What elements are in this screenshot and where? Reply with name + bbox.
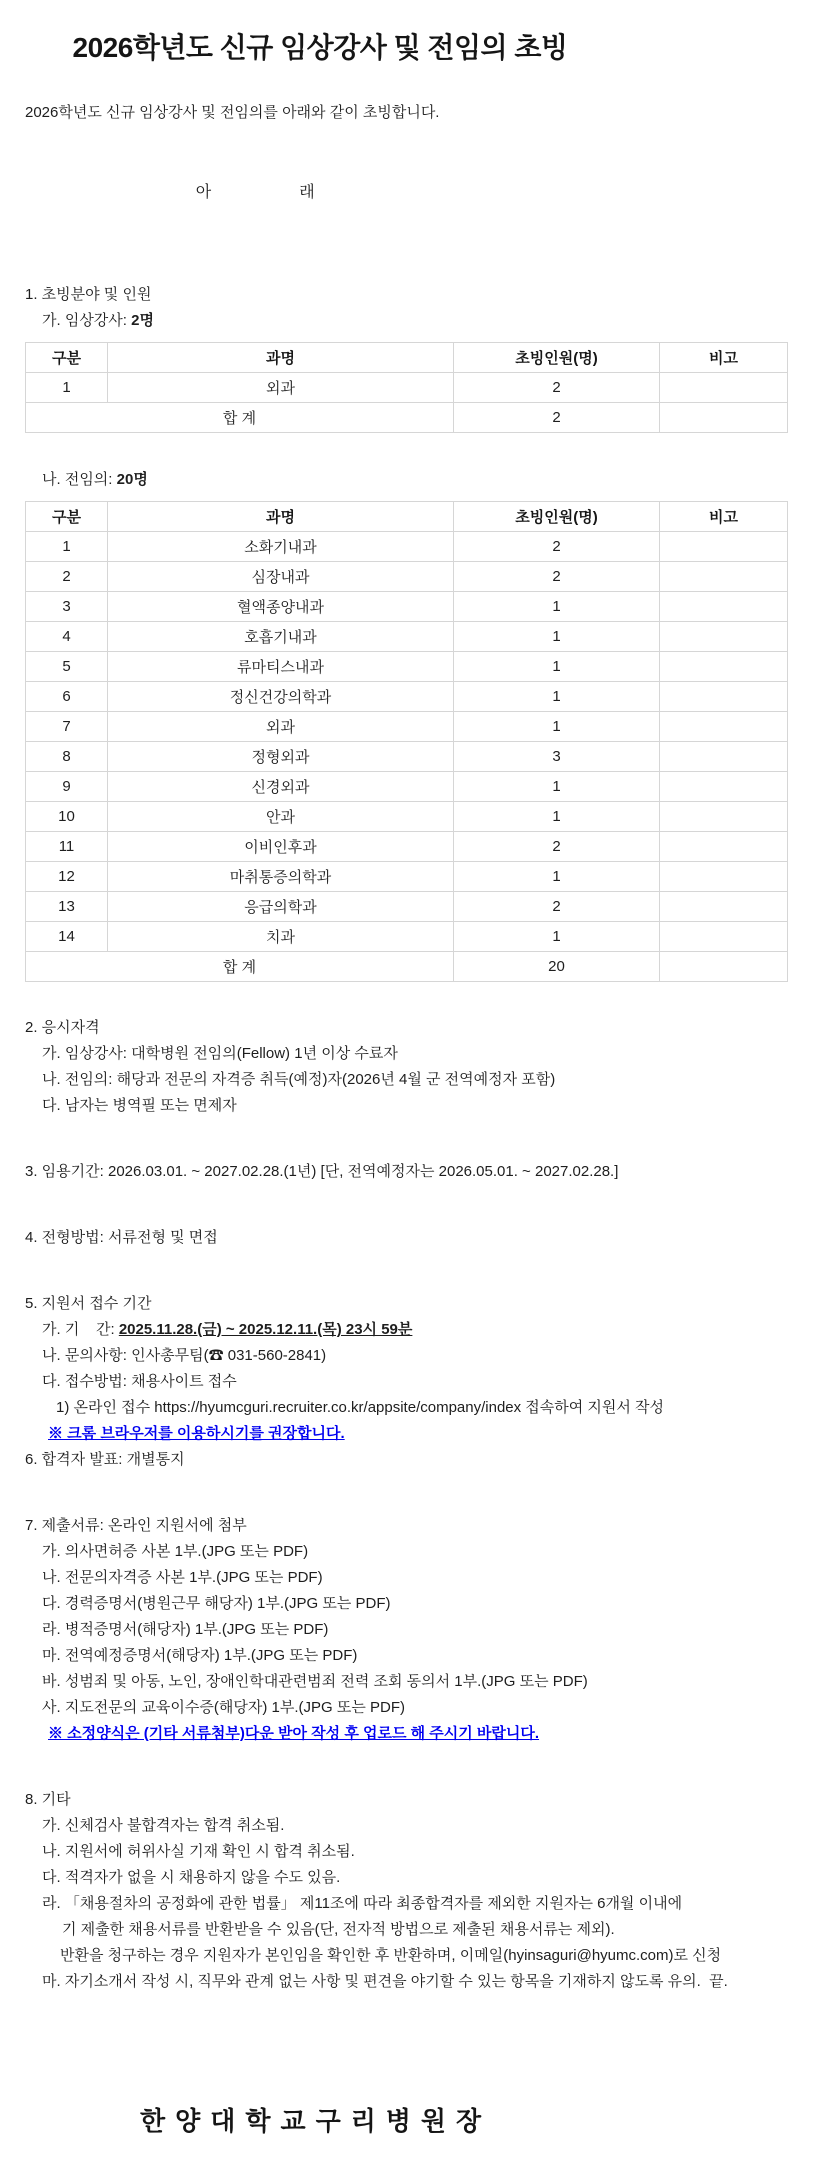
misc-item-continuation: 반환을 청구하는 경우 지원자가 본인임을 확인한 후 반환하며, 이메일(hyinsaguri@hyumc.com)로 신청 (60, 1947, 722, 1964)
cell-no: 13 (26, 892, 108, 922)
cell-note (660, 622, 788, 652)
document-item: 바. 성범죄 및 아동, 노인, 장애인학대관련범죄 전력 조회 동의서 1부.(JPG 또는 PDF) (42, 1673, 588, 1690)
cell-no: 2 (26, 562, 108, 592)
sub-a-count: 2명 (131, 312, 154, 329)
arae-divider (178, 154, 824, 232)
col-header-dept: 과명 (108, 343, 454, 373)
cell-count: 2 (454, 832, 660, 862)
table-row (26, 892, 788, 922)
arae-left-char: 아 (195, 184, 212, 201)
total-label: 합 계 (26, 403, 454, 433)
cell-dept: 심장내과 (108, 562, 454, 592)
cell-no: 6 (26, 682, 108, 712)
cell-no: 8 (26, 742, 108, 772)
cell-no: 12 (26, 862, 108, 892)
hospital-director-signature: 한양대학교구리병원장 (140, 2106, 492, 2136)
online-application-url: 1) 온라인 접수 https://hyumcguri.recruiter.co.kr/appsite/company/index 접속하여 지원서 작성 (56, 1399, 665, 1416)
form-upload-note: ※ 소정양식은 (기타 서류첨부)다운 받아 작성 후 업로드 해 주시기 바랍니다. (48, 1725, 540, 1742)
table1-total-row (26, 403, 788, 433)
cell-no: 3 (26, 592, 108, 622)
document-item: 라. 병적증명서(해당자) 1부.(JPG 또는 PDF) (42, 1621, 329, 1638)
table-row (26, 652, 788, 682)
section2-heading: 2. 응시자격 (25, 1019, 100, 1036)
document-item: 마. 전역예정증명서(해당자) 1부.(JPG 또는 PDF) (42, 1647, 358, 1664)
total-count: 20 (454, 952, 660, 982)
application-period (25, 1317, 824, 1343)
section2-item: 다. 남자는 병역필 또는 면제자 (42, 1097, 237, 1114)
period-value: 2025.11.28.(금) ~ 2025.12.11.(목) 23시 59분 (118, 1321, 413, 1338)
total-note (660, 403, 788, 433)
sub-a-label: 가. 임상강사: (42, 312, 132, 329)
misc-item: 라. 「채용절차의 공정화에 관한 법률」 제11조에 따라 최종합격자를 제외한 지원자는 6개월 이내에 (42, 1895, 683, 1912)
cell-note (660, 832, 788, 862)
table-row (26, 562, 788, 592)
section8-heading: 8. 기타 (25, 1791, 71, 1808)
contact-info: 나. 문의사항: 인사총무팀(☎ 031-560-2841) (42, 1347, 327, 1364)
cell-note (660, 802, 788, 832)
cell-count: 2 (454, 373, 660, 403)
cell-dept: 마취통증의학과 (108, 862, 454, 892)
cell-count: 1 (454, 592, 660, 622)
cell-note (660, 892, 788, 922)
table-row (26, 373, 788, 403)
cell-note (660, 562, 788, 592)
section3-text: 3. 임용기간: 2026.03.01. ~ 2027.02.28.(1년) [단, 전역예정자는 2026.05.01. ~ 2027.02.28.] (25, 1163, 619, 1180)
clinical-instructor-table (25, 342, 788, 433)
cell-note (660, 862, 788, 892)
col-header-dept: 과명 (108, 502, 454, 532)
cell-note (660, 652, 788, 682)
cell-dept: 신경외과 (108, 772, 454, 802)
table-row (26, 712, 788, 742)
table-row (26, 802, 788, 832)
document-item: 다. 경력증명서(병원근무 해당자) 1부.(JPG 또는 PDF) (42, 1595, 391, 1612)
cell-count: 1 (454, 922, 660, 952)
table2-total-row (26, 952, 788, 982)
document-item: 사. 지도전문의 교육이수증(해당자) 1부.(JPG 또는 PDF) (42, 1699, 405, 1716)
cell-count: 1 (454, 772, 660, 802)
cell-count: 1 (454, 862, 660, 892)
cell-count: 1 (454, 802, 660, 832)
cell-no: 7 (26, 712, 108, 742)
section1-sub-a (25, 308, 824, 334)
fellow-table (25, 501, 788, 982)
sub-b-label: 나. 전임의: (42, 471, 117, 488)
section2-item: 나. 전임의: 해당과 전문의 자격증 취득(예정)자(2026년 4월 군 전역예정자 포함) (42, 1071, 556, 1088)
misc-item: 다. 적격자가 없을 시 채용하지 않을 수도 있음. (42, 1869, 341, 1886)
cell-no: 1 (26, 373, 108, 403)
col-header-note: 비고 (660, 343, 788, 373)
cell-dept: 정신건강의학과 (108, 682, 454, 712)
total-note (660, 952, 788, 982)
cell-note (660, 532, 788, 562)
table-row (26, 742, 788, 772)
cell-no: 10 (26, 802, 108, 832)
table-row (26, 592, 788, 622)
table-row (26, 622, 788, 652)
document-item: 가. 의사면허증 사본 1부.(JPG 또는 PDF) (42, 1543, 309, 1560)
cell-dept: 응급의학과 (108, 892, 454, 922)
cell-count: 1 (454, 652, 660, 682)
cell-no: 11 (26, 832, 108, 862)
cell-dept: 외과 (108, 712, 454, 742)
document-item: 나. 전문의자격증 사본 1부.(JPG 또는 PDF) (42, 1569, 323, 1586)
cell-count: 2 (454, 532, 660, 562)
cell-count: 3 (454, 742, 660, 772)
cell-note (660, 373, 788, 403)
table-row (26, 832, 788, 862)
cell-dept: 혈액종양내과 (108, 592, 454, 622)
cell-dept: 이비인후과 (108, 832, 454, 862)
col-header-no: 구분 (26, 343, 108, 373)
cell-dept: 안과 (108, 802, 454, 832)
col-header-no: 구분 (26, 502, 108, 532)
cell-no: 4 (26, 622, 108, 652)
cell-count: 2 (454, 562, 660, 592)
table-row (26, 862, 788, 892)
misc-item: 마. 자기소개서 작성 시, 직무와 관계 없는 사항 및 편견을 야기할 수 있는 항목을 기재하지 않도록 유의. 끝. (42, 1973, 728, 1990)
cell-dept: 소화기내과 (108, 532, 454, 562)
cell-dept: 치과 (108, 922, 454, 952)
cell-no: 14 (26, 922, 108, 952)
intro-text: 2026학년도 신규 임상강사 및 전임의를 아래와 같이 초빙합니다. (25, 104, 440, 121)
table2-header-row (26, 502, 788, 532)
cell-count: 2 (454, 892, 660, 922)
col-header-count: 초빙인원(명) (454, 343, 660, 373)
table1-header-row (26, 343, 788, 373)
cell-note (660, 712, 788, 742)
sub-b-count: 20명 (116, 471, 148, 488)
section7-heading: 7. 제출서류: 온라인 지원서에 첨부 (25, 1517, 247, 1534)
total-label: 합 계 (26, 952, 454, 982)
cell-dept: 호흡기내과 (108, 622, 454, 652)
table-row (26, 532, 788, 562)
cell-count: 1 (454, 682, 660, 712)
table-row (26, 772, 788, 802)
section1-heading: 1. 초빙분야 및 인원 (25, 286, 152, 303)
misc-item-continuation: 기 제출한 채용서류를 반환받을 수 있음(단, 전자적 방법으로 제출된 채용서류는 제외). (62, 1921, 615, 1938)
cell-no: 1 (26, 532, 108, 562)
section1-sub-b (25, 467, 824, 493)
cell-no: 5 (26, 652, 108, 682)
section6-text: 6. 합격자 발표: 개별통지 (25, 1451, 185, 1468)
period-label: 가. 기 간: (42, 1321, 119, 1338)
section4-text: 4. 전형방법: 서류전형 및 면접 (25, 1229, 218, 1246)
cell-note (660, 742, 788, 772)
cell-note (660, 682, 788, 712)
cell-count: 1 (454, 622, 660, 652)
cell-dept: 류마티스내과 (108, 652, 454, 682)
cell-note (660, 772, 788, 802)
application-method: 다. 접수방법: 채용사이트 접수 (42, 1373, 237, 1390)
table-row (26, 682, 788, 712)
col-header-count: 초빙인원(명) (454, 502, 660, 532)
col-header-note: 비고 (660, 502, 788, 532)
section5-heading: 5. 지원서 접수 기간 (25, 1295, 152, 1312)
cell-note (660, 592, 788, 622)
cell-count: 1 (454, 712, 660, 742)
cell-dept: 외과 (108, 373, 454, 403)
chrome-browser-note: ※ 크롬 브라우저를 이용하시기를 권장합니다. (48, 1425, 345, 1442)
page-title: 2026학년도 신규 임상강사 및 전임의 초빙 (72, 32, 568, 63)
misc-item: 나. 지원서에 허위사실 기재 확인 시 합격 취소됨. (42, 1843, 355, 1860)
table-row (26, 922, 788, 952)
misc-item: 가. 신체검사 불합격자는 합격 취소됨. (42, 1817, 285, 1834)
cell-note (660, 922, 788, 952)
arae-right-char: 래 (299, 184, 315, 201)
cell-no: 9 (26, 772, 108, 802)
section2-item: 가. 임상강사: 대학병원 전임의(Fellow) 1년 이상 수료자 (42, 1045, 398, 1062)
total-count: 2 (454, 403, 660, 433)
cell-dept: 정형외과 (108, 742, 454, 772)
